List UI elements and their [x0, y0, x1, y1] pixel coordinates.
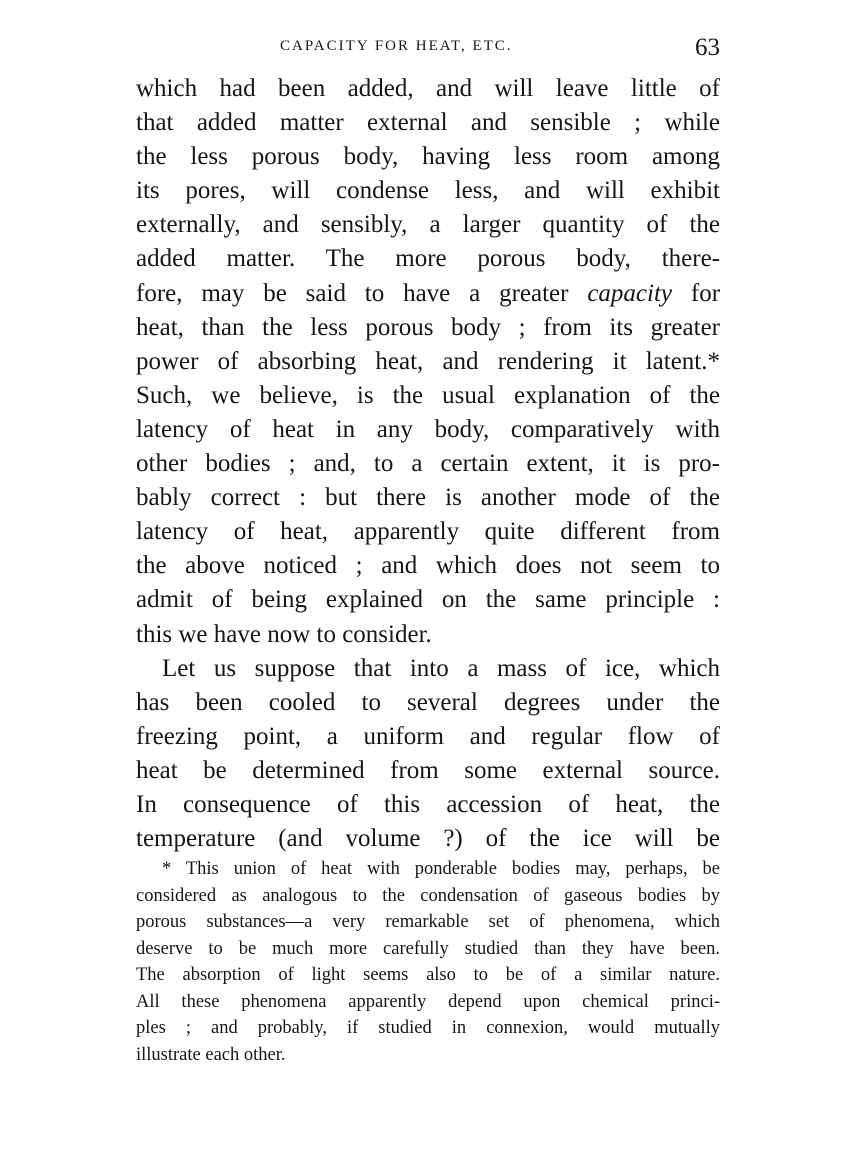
body-line: other bodies ; and, to a certain extent, it is pro-	[136, 450, 720, 478]
body-line: bably correct : but there is another mode of the	[136, 484, 720, 512]
body-line: Such, we believe, is the usual explanation of the	[136, 381, 720, 409]
body-line: externally, and sensibly, a larger quantity of the	[136, 211, 720, 239]
body-line: In consequence of this accession of heat, the	[136, 790, 720, 818]
body-line: the above noticed ; and which does not seem to	[136, 552, 720, 580]
italic-word: capacity	[587, 279, 673, 307]
body-line: added matter. The more porous body, there-	[136, 245, 720, 273]
body-line: freezing point, a uniform and regular flow of	[136, 722, 720, 750]
body-line-part: fore, may be said to have a greater	[136, 279, 569, 307]
footnote	[136, 856, 720, 1068]
body-line-part: for	[690, 279, 720, 307]
footnote-line: considered as analogous to the condensation of gaseous bodies by	[136, 885, 720, 906]
footnote-line: * This union of heat with ponderable bodies may, perhaps, be	[162, 859, 720, 879]
page-header	[136, 34, 724, 74]
body-line: heat, than the less porous body ; from its greater	[136, 313, 720, 341]
body-line: admit of being explained on the same principle :	[136, 586, 720, 614]
body-line: power of absorbing heat, and rendering it latent.*	[136, 347, 720, 375]
body-line: which had been added, and will leave little of	[136, 75, 720, 102]
body-line: heat be determined from some external source.	[136, 756, 720, 784]
running-title: CAPACITY FOR HEAT, ETC.	[280, 38, 513, 54]
body-line: its pores, will condense less, and will exhibit	[136, 177, 720, 205]
body-line: this we have now to consider.	[136, 620, 432, 648]
footnote-line: The absorption of light seems also to be of a similar nature.	[136, 965, 720, 985]
body-text	[136, 72, 720, 856]
body-line: temperature (and volume ?) of the ice will be	[136, 825, 720, 853]
body-line: the less porous body, having less room among	[136, 143, 720, 171]
footnote-line: porous substances—a very remarkable set of phenomena, which	[136, 912, 720, 932]
body-line: Let us suppose that into a mass of ice, which	[162, 654, 720, 682]
footnote-line: All these phenomena apparently depend upon chemical princi-	[136, 991, 720, 1012]
footnote-line: deserve to be much more carefully studied than they have been.	[136, 938, 720, 959]
body-line: latency of heat, apparently quite different from	[136, 518, 720, 546]
footnote-line: ples ; and probably, if studied in connexion, would mutually	[136, 1018, 720, 1038]
body-line: has been cooled to several degrees under the	[136, 688, 720, 716]
page-number: 63	[695, 34, 720, 61]
body-line: latency of heat in any body, comparatively with	[136, 415, 720, 443]
body-line: that added matter external and sensible ; while	[136, 109, 720, 137]
body-line-with-italic	[136, 277, 720, 311]
footnote-line: illustrate each other.	[136, 1044, 286, 1065]
